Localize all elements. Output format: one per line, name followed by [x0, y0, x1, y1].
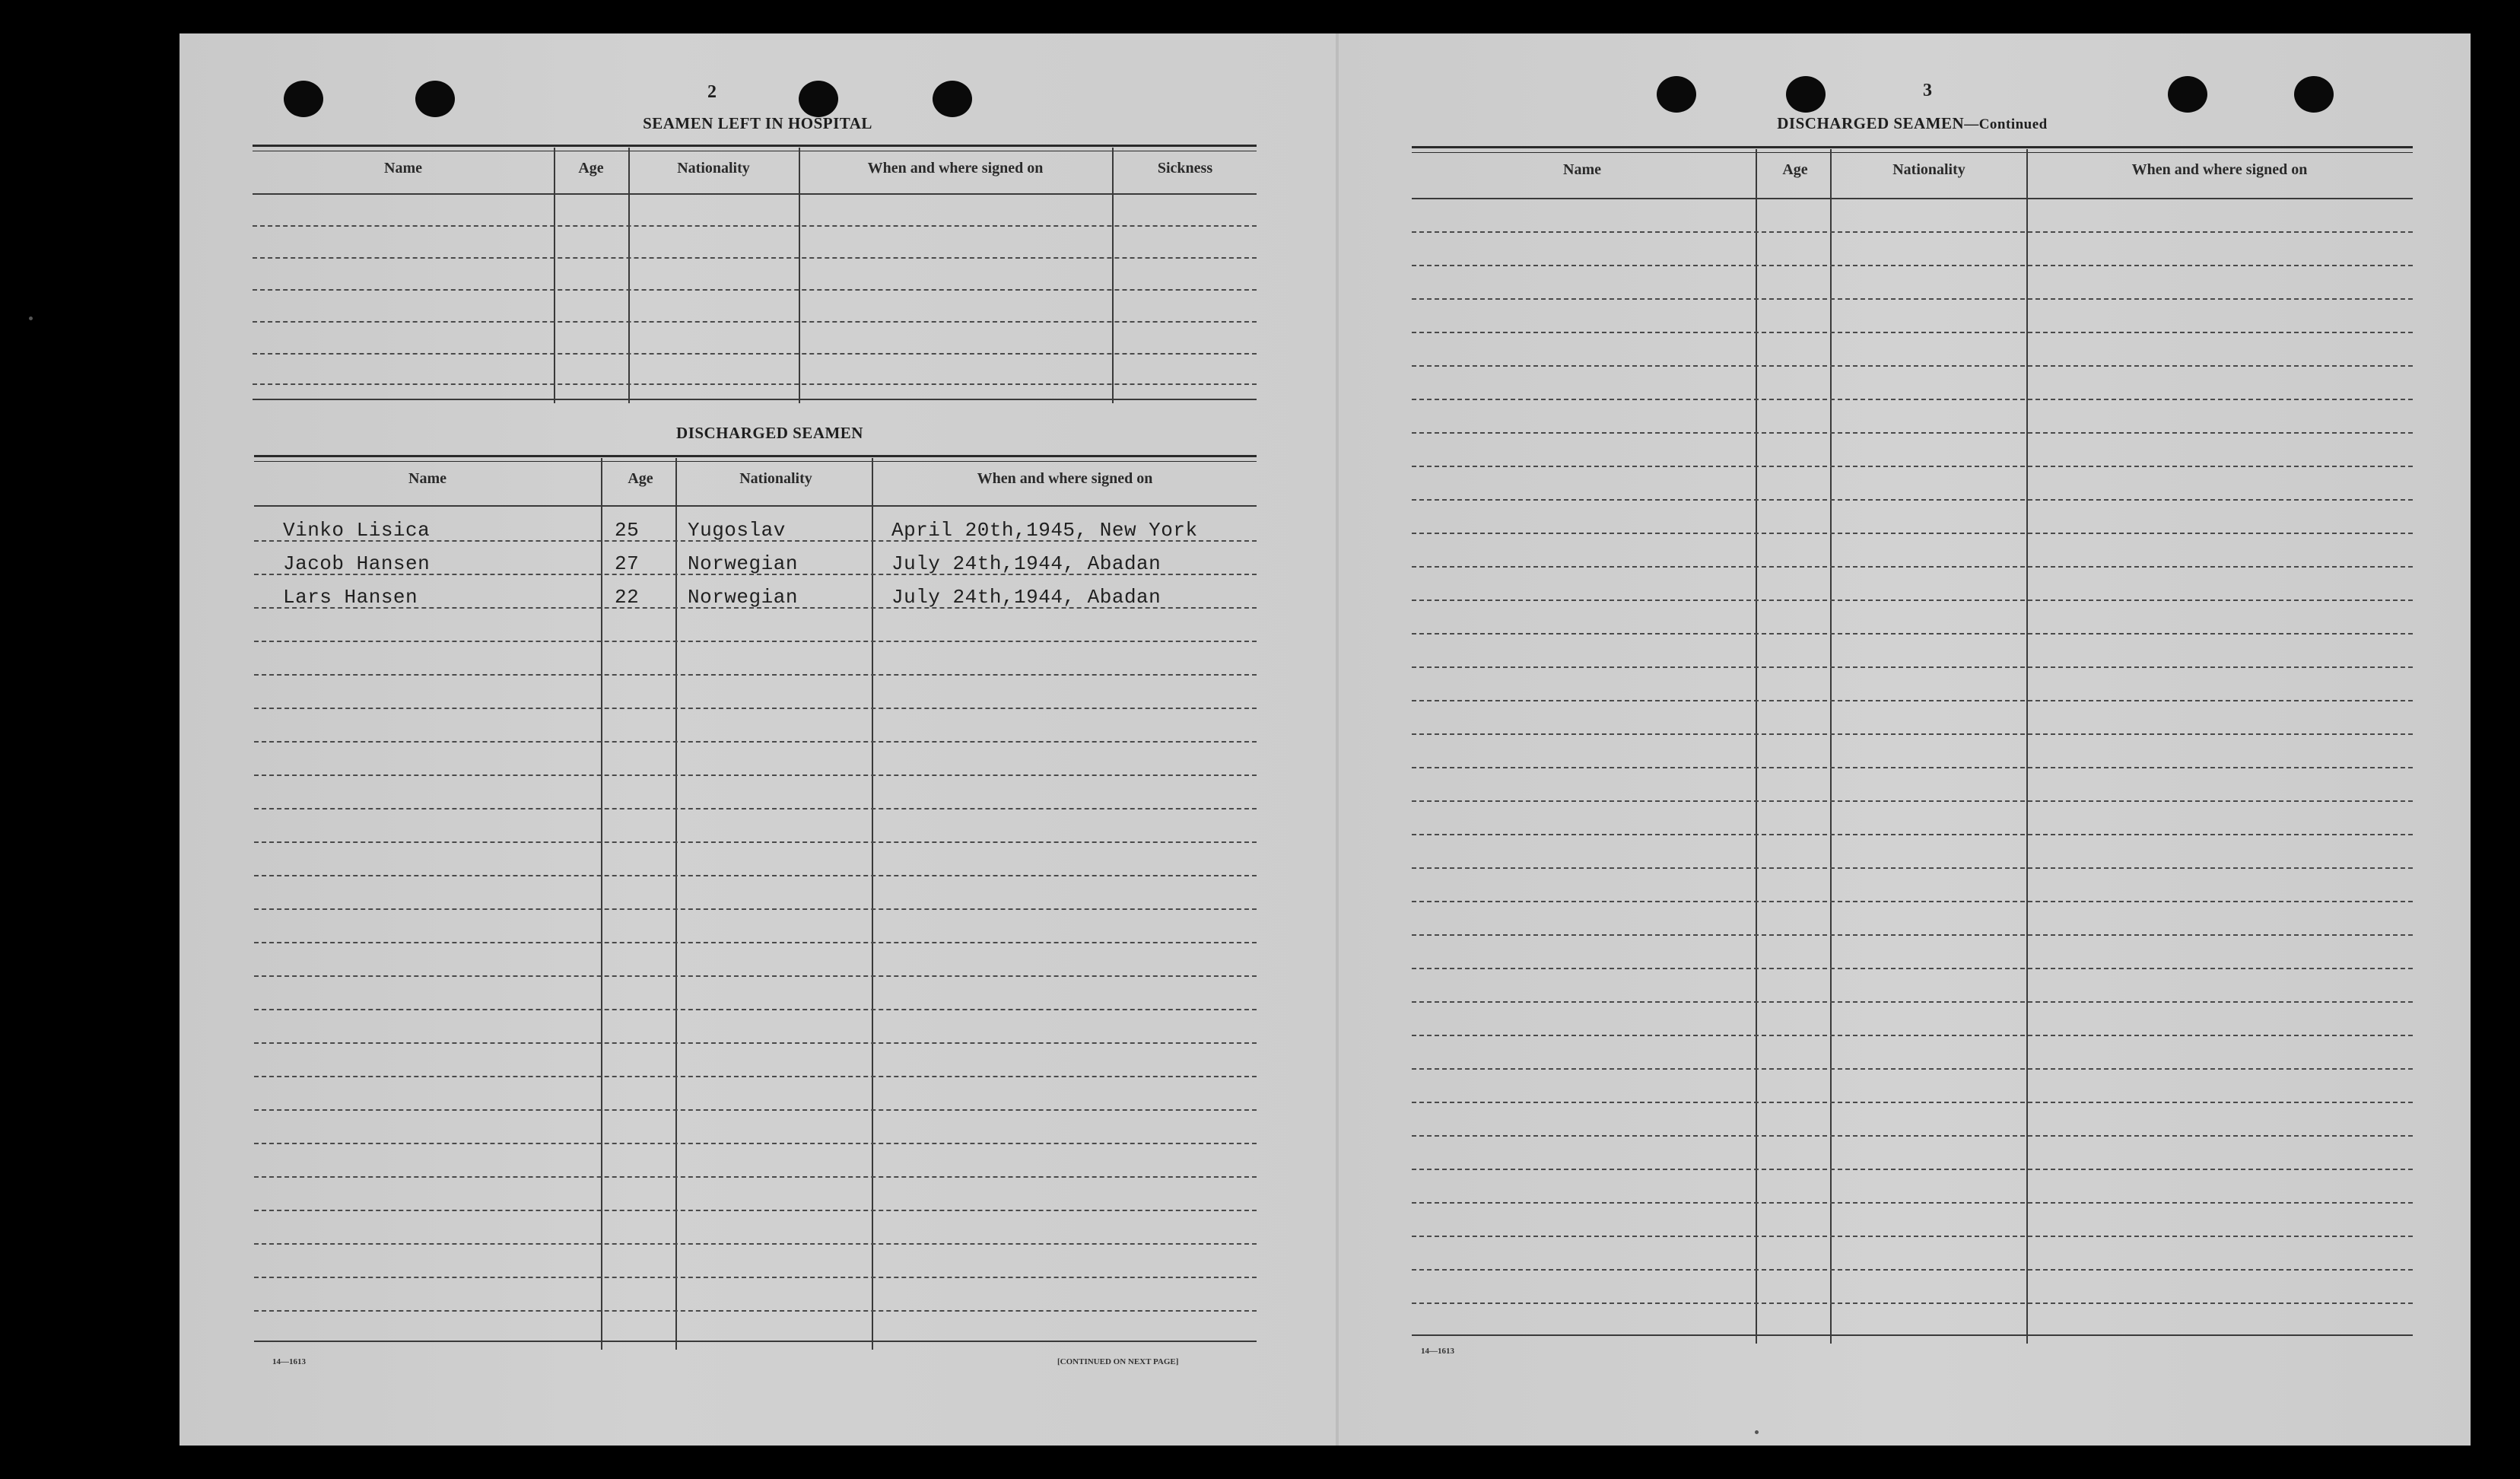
- seaman-age: 22: [615, 586, 640, 609]
- seaman-signed-on: April 20th,1945, New York: [891, 519, 1198, 542]
- hospital-title: SEAMEN LEFT IN HOSPITAL: [643, 114, 872, 132]
- seaman-nationality: Norwegian: [688, 552, 798, 575]
- discharged-table: [254, 452, 1257, 1350]
- punch-hole: [1657, 76, 1696, 113]
- col-header-name: Name: [384, 160, 422, 177]
- page-fold: [1336, 33, 1339, 1446]
- seaman-nationality: Yugoslav: [688, 519, 786, 542]
- seaman-nationality: Norwegian: [688, 586, 798, 609]
- form-number-left: 14—1613: [272, 1357, 306, 1366]
- col-header-signed-on: When and where signed on: [867, 160, 1044, 177]
- title-main: DISCHARGED SEAMEN: [1777, 114, 1965, 132]
- col-header-age: Age: [578, 160, 604, 177]
- form-number-right: 14—1613: [1421, 1347, 1454, 1356]
- seaman-age: 25: [615, 519, 640, 542]
- page-number-right: 3: [1923, 81, 1932, 100]
- col-header-nationality: Nationality: [1892, 161, 1965, 178]
- discharged-continued-table: [1412, 143, 2413, 1345]
- speck: [1755, 1430, 1759, 1434]
- discharged-continued-title: [1777, 114, 2047, 133]
- page-number-left: 2: [707, 82, 717, 102]
- col-header-sickness: Sickness: [1157, 160, 1213, 177]
- punch-hole: [415, 81, 455, 117]
- col-header-nationality: Nationality: [677, 160, 750, 177]
- seaman-age: 27: [615, 552, 640, 575]
- speck: [29, 316, 33, 320]
- punch-hole: [284, 81, 323, 117]
- punch-hole: [799, 81, 838, 117]
- seaman-signed-on: July 24th,1944, Abadan: [891, 552, 1161, 575]
- col-header-name: Name: [1563, 161, 1601, 178]
- punch-hole: [933, 81, 972, 117]
- seaman-signed-on: July 24th,1944, Abadan: [891, 586, 1161, 609]
- col-header-signed-on: When and where signed on: [2131, 161, 2308, 178]
- col-header-age: Age: [1782, 161, 1808, 178]
- title-suffix: —Continued: [1964, 116, 2048, 132]
- col-header-nationality: Nationality: [739, 470, 812, 487]
- hospital-table: [253, 142, 1257, 403]
- col-header-age: Age: [628, 470, 653, 487]
- col-header-signed-on: When and where signed on: [977, 470, 1153, 487]
- punch-hole: [1786, 76, 1826, 113]
- continued-note: [CONTINUED ON NEXT PAGE]: [1057, 1357, 1179, 1366]
- seaman-name: Lars Hansen: [283, 586, 418, 609]
- punch-hole: [2294, 76, 2334, 113]
- discharged-title: DISCHARGED SEAMEN: [676, 424, 863, 442]
- seaman-name: Vinko Lisica: [283, 519, 431, 542]
- seaman-name: Jacob Hansen: [283, 552, 431, 575]
- col-header-name: Name: [408, 470, 446, 487]
- punch-hole: [2168, 76, 2207, 113]
